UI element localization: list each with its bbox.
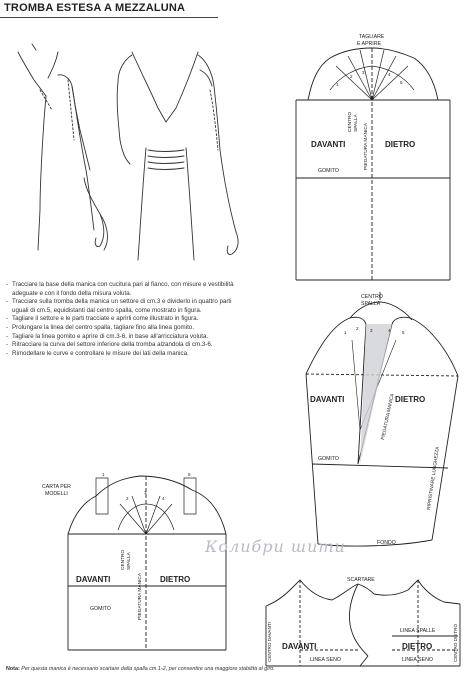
d3-num-1: 1 xyxy=(102,472,105,477)
d3-gomito-label: GOMITO xyxy=(90,606,111,612)
d1-num-5: 5 xyxy=(400,80,403,85)
instruction-item: - Rimodellare le curve e controllare le misure dei lati della manica. xyxy=(6,350,244,359)
d1-spalla-label: SPALLA xyxy=(354,114,359,132)
d4-linea-spalle-label: LINEA SPALLE xyxy=(400,628,436,634)
instruction-item: - Prolungare la linea del centro spalla, tagliare fino alla linea gomito. xyxy=(6,324,244,333)
d3-num-3: 3 xyxy=(144,490,147,495)
d2-centro-label: CENTRO xyxy=(361,294,383,300)
d2-num-5: 5 xyxy=(402,330,405,335)
d1-num-2: 2 xyxy=(350,74,353,79)
d1-piegatura-label: PIEGATURA MANICA xyxy=(364,122,369,170)
instructions-list xyxy=(6,281,244,358)
d4-dietro-label: DIETRO xyxy=(402,642,433,651)
d2-fondo-label: FONDO xyxy=(377,540,396,546)
page-title: TROMBA ESTESA A MEZZALUNA xyxy=(4,2,186,14)
d3-dietro-label: DIETRO xyxy=(160,575,191,584)
note-label: Nota: xyxy=(6,666,20,672)
d4-linea-seno-label-2: LINEA SENO xyxy=(402,657,433,663)
d3-piegatura-label: PIEGATURA MANICA xyxy=(138,572,143,620)
d1-num-4: 4 xyxy=(388,72,391,77)
d1-aprire-label: E APRIRE xyxy=(357,41,381,47)
d2-spalla-label: SPALLA xyxy=(361,301,381,307)
d2-davanti-label: DAVANTI xyxy=(310,395,345,404)
d4-scartare-label: SCARTARE xyxy=(347,577,375,583)
d1-gomito-label: GOMITO xyxy=(318,168,339,174)
d1-num-3: 3 xyxy=(362,70,365,75)
d3-carta-label-1: CARTA PER xyxy=(42,484,71,490)
instruction-item: - Tagliare il settore e le parti tracciate e aprirli come illustrato in figura. xyxy=(6,315,244,324)
instruction-item: - Tracciare la base della manica con cucitura pari al fianco, con misure e vestibilità adeguate e con il fondo della misura voluta. xyxy=(6,281,244,298)
instruction-item: - Tracciare sulla tromba della manica un settore di cm.3 e dividerlo in quattro parti uguali di cm.5, equidistanti dal centro spalla, come mostrato in figura. xyxy=(6,298,244,315)
instruction-item: - Tagliare la linea gomito e aprire di cm.3-6, in base all'arricciatura voluta. xyxy=(6,333,244,342)
d3-num-4: 4 xyxy=(162,496,165,501)
d2-num-3: 3 xyxy=(370,328,373,333)
d2-num-2: 2 xyxy=(356,326,359,331)
d1-centro-label: CENTRO xyxy=(348,111,353,132)
d2-num-1: 1 xyxy=(344,330,347,335)
d4-centro-dietro-label: CENTRO DIETRO xyxy=(453,623,458,662)
d3-spalla-label: SPALLA xyxy=(127,552,132,570)
d2-piegatura-label: PIEGATURA MANICA xyxy=(381,393,396,441)
d3-davanti-label: DAVANTI xyxy=(76,575,111,584)
d2-num-4: 4 xyxy=(388,328,391,333)
watermark: Колибри шити xyxy=(205,537,346,556)
footnote xyxy=(6,665,306,673)
note-text: Per questa manica è necessario scartare dalla spalla cm.1-2, per consentire una maggiore stabilità al giro. xyxy=(21,666,275,672)
d3-num-2: 2 xyxy=(126,496,129,501)
d4-centro-davanti-label: CENTRO DAVANTI xyxy=(267,622,272,662)
d1-num-1: 1 xyxy=(336,82,339,87)
d2-dietro-label: DIETRO xyxy=(395,395,426,404)
d3-centro-label: CENTRO xyxy=(121,549,126,570)
d1-dietro-label: DIETRO xyxy=(385,140,416,149)
d4-linea-seno-label-1: LINEA SENO xyxy=(310,657,341,663)
d1-davanti-label: DAVANTI xyxy=(311,140,346,149)
d3-carta-label-2: MODELLI xyxy=(45,491,68,497)
d3-num-5: 5 xyxy=(188,472,191,477)
d4-davanti-label: DAVANTI xyxy=(282,642,317,651)
d2-gomito-label: GOMITO xyxy=(318,456,339,462)
d2-ripristinare-label: RIPRISTINARE LUNGHEZZA xyxy=(427,446,441,511)
d1-tagliare-label: TAGLIARE xyxy=(359,34,385,40)
instruction-item: - Ritracciare la curva del settore inferiore della tromba alzandola di cm.3-6. xyxy=(6,341,244,350)
